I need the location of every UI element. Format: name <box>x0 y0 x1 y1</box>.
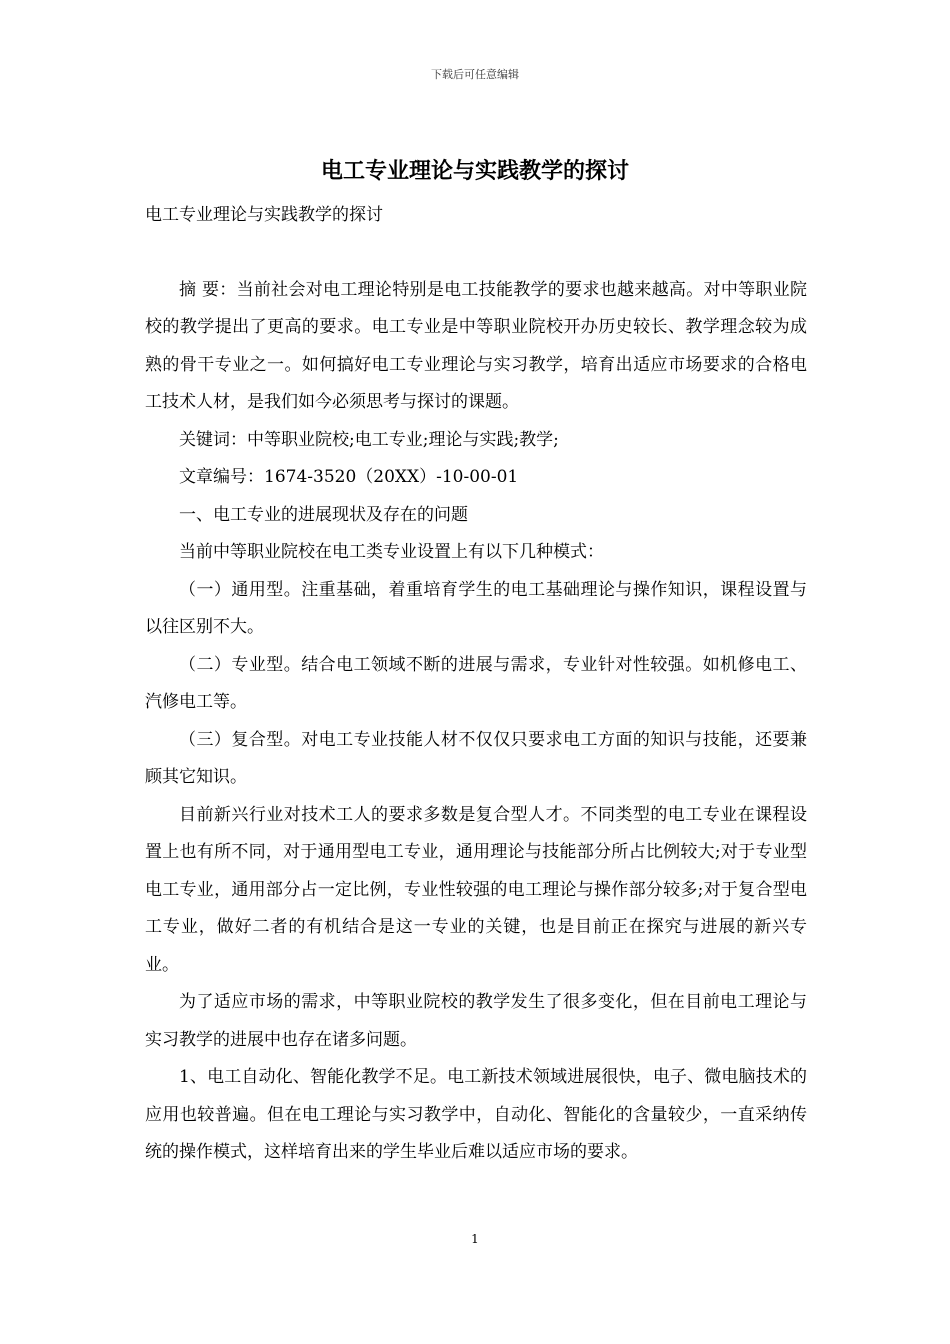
body-paragraph: （一）通用型。注重基础，着重培育学生的电工基础理论与操作知识，课程设置与以往区别不大。 <box>145 579 807 637</box>
document-subtitle: 电工专业理论与实践教学的探讨 <box>145 205 383 225</box>
abstract-paragraph: 摘 要：当前社会对电工理论特别是电工技能教学的要求也越来越高。对中等职业院校的教学提出了更高的要求。电工专业是中等职业院校开办历史较长、教学理念较为成熟的骨干专业之一。如何搞好电工专业理论与实习教学，培育出适应市场要求的合格电工技术人材，是我们如今必须思考与探讨的课题。 <box>145 279 807 412</box>
body-paragraph: 1、电工自动化、智能化教学不足。电工新技术领域进展很快，电子、微电脑技术的应用也较普遍。但在电工理论与实习教学中，自动化、智能化的含量较少，一直采纳传统的操作模式，这样培育出来的学生毕业后难以适应市场的要求。 <box>145 1067 807 1162</box>
page-number: 1 <box>471 1232 479 1246</box>
section-heading: 一、电工专业的进展现状及存在的问题 <box>179 504 468 525</box>
article-number-line: 文章编号：1674-3520（20XX）-10-00-01 <box>179 467 519 487</box>
body-paragraph: 目前新兴行业对技术工人的要求多数是复合型人才。不同类型的电工专业在课程设置上也有所不同，对于通用型电工专业，通用理论与技能部分所占比例较大;对于专业型电工专业，通用部分占一定比例，专业性较强的电工理论与操作部分较多;对于复合型电工专业，做好二者的有机结合是这一专业的关键，也是目前正在探究与进展的新兴专业。 <box>145 804 807 975</box>
header-note: 下载后可任意编辑 <box>431 68 519 81</box>
body-paragraph: （三）复合型。对电工专业技能人材不仅仅只要求电工方面的知识与技能，还要兼顾其它知识。 <box>145 729 807 787</box>
keywords-line: 关键词：中等职业院校;电工专业;理论与实践;教学; <box>179 429 559 450</box>
document-body <box>145 197 807 1172</box>
body-paragraph: 为了适应市场的需求，中等职业院校的教学发生了很多变化，但在目前电工理论与实习教学的进展中也存在诸多问题。 <box>145 992 807 1050</box>
body-paragraph: （二）专业型。结合电工领域不断的进展与需求，专业针对性较强。如机修电工、汽修电工等。 <box>145 654 807 712</box>
document-title: 电工专业理论与实践教学的探讨 <box>320 158 629 184</box>
body-paragraph: 当前中等职业院校在电工类专业设置上有以下几种模式： <box>179 542 604 562</box>
